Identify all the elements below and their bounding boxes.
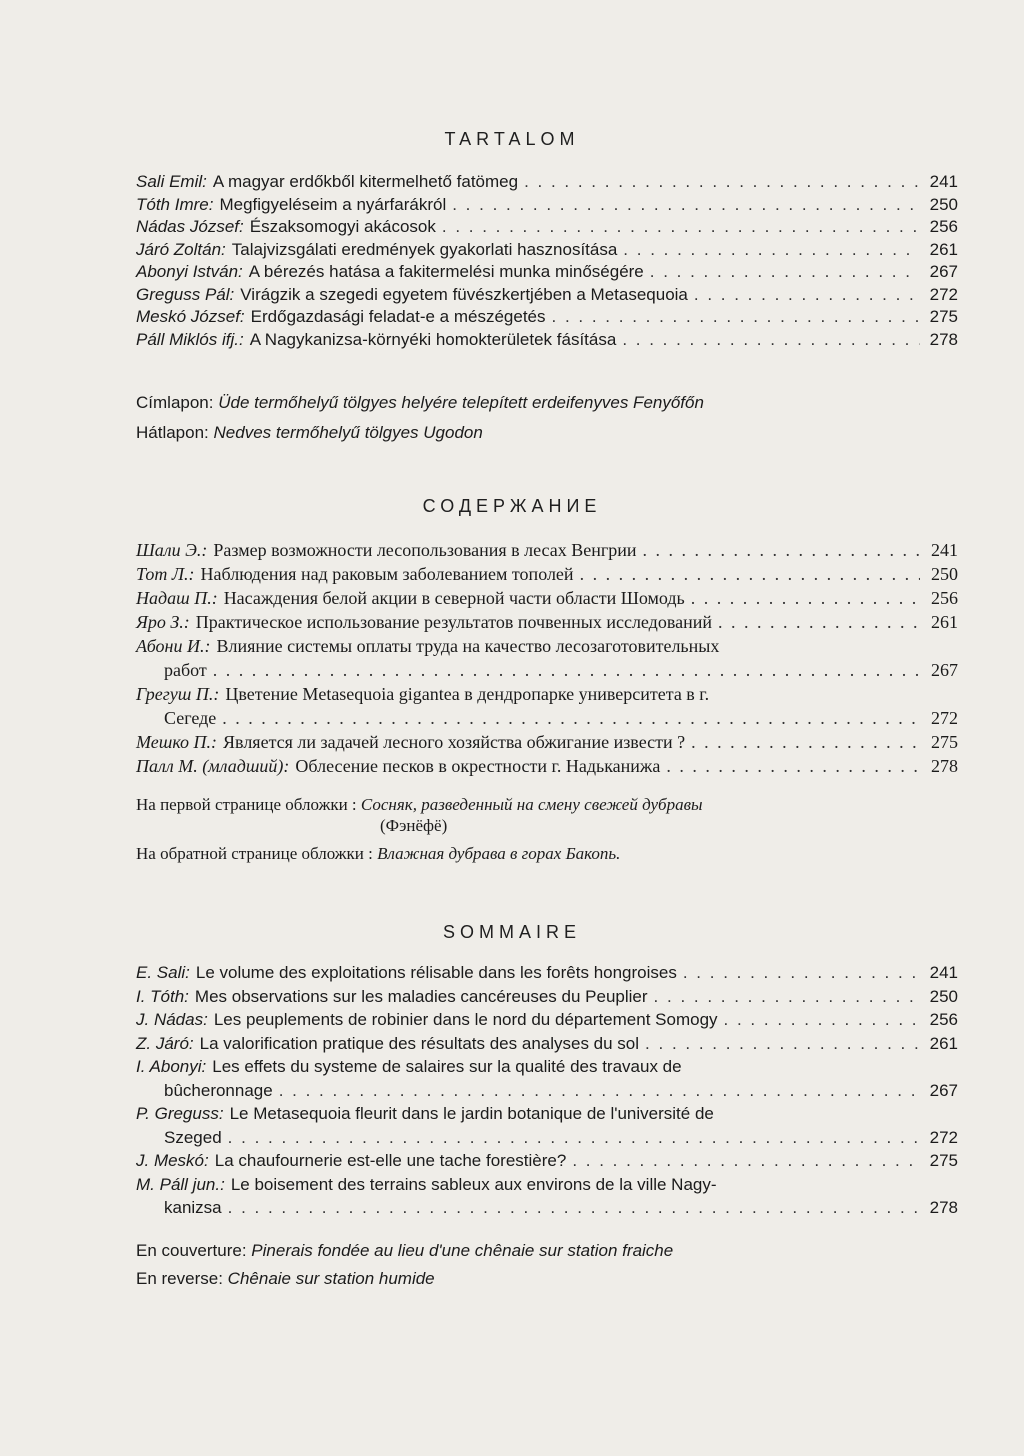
entry-page: 278 <box>929 1198 958 1217</box>
entry-title: Mes observations sur les maladies cancéreuses du Peuplier <box>194 986 648 1006</box>
entry-page: 275 <box>929 1151 958 1170</box>
entry-author: Abonyi István: <box>136 262 243 281</box>
toc-entry <box>136 1034 958 1058</box>
leader-dots <box>666 756 920 777</box>
entry-author: Абони И.: <box>136 636 211 656</box>
toc-entry <box>136 1057 958 1081</box>
entry-title: Talajvizsgálati eredmények gyakorlati hasznosítása <box>231 239 618 259</box>
entry-page: 272 <box>931 708 958 728</box>
toc-entry <box>136 612 958 636</box>
toc-entry <box>136 756 958 780</box>
leader-dots <box>650 262 920 282</box>
toc-french <box>136 963 958 1222</box>
heading-french: SOMMAIRE <box>442 922 581 942</box>
toc-entry <box>136 636 958 660</box>
leader-dots <box>228 1198 920 1218</box>
entry-author: Грегуш П.: <box>136 684 220 704</box>
heading-hungarian: TARTALOM <box>444 129 580 149</box>
cover-front-place <box>380 816 447 836</box>
cover-front-caption: Pinerais fondée au lieu d'une chênaie sur station fraiche <box>251 1241 674 1260</box>
toc-entry <box>136 262 958 285</box>
leader-dots <box>622 330 920 350</box>
cover-front-label: Címlapon: <box>136 393 214 412</box>
entry-title: Наблюдения над раковым заболеванием тополей <box>200 564 574 584</box>
entry-page: 261 <box>931 612 958 632</box>
cover-front-line <box>136 795 702 815</box>
heading-russian: СОДЕРЖАНИЕ <box>422 496 602 516</box>
toc-hungarian <box>136 172 958 352</box>
cover-back-label: На обратной странице обложки : <box>136 844 373 863</box>
toc-entry-continuation <box>136 1081 958 1105</box>
entry-author: J. Meskó: <box>136 1151 209 1170</box>
entry-title: Влияние системы оплаты труда на качество лесозаготовительных <box>216 636 720 656</box>
entry-title: Északsomogyi akácosok <box>249 217 436 236</box>
leader-dots <box>718 612 920 633</box>
toc-entry <box>136 1104 958 1128</box>
leader-dots <box>683 963 920 983</box>
entry-page: 267 <box>931 660 958 680</box>
toc-entry <box>136 732 958 756</box>
cover-front-caption-place: (Фэнёфё) <box>380 816 448 835</box>
entry-title-continued: работ <box>164 660 207 680</box>
entry-page: 241 <box>931 540 958 560</box>
toc-entry <box>136 195 958 218</box>
entry-author: M. Páll jun.: <box>136 1174 225 1194</box>
leader-dots <box>279 1081 920 1101</box>
leader-dots <box>580 564 920 585</box>
entry-title: Практическое использование результатов почвенных исследований <box>195 612 712 632</box>
leader-dots <box>572 1151 920 1171</box>
entry-title: Les effets du systeme de salaires sur la qualité des travaux de <box>212 1057 682 1076</box>
toc-entry <box>136 1151 958 1175</box>
toc-entry <box>136 588 958 612</box>
entry-title-continued: Szeged <box>164 1127 222 1147</box>
entry-title: Virágzik a szegedi egyetem füvészkertjében a Metasequoia <box>240 284 688 304</box>
cover-back-caption: Влажная дубрава в горах Бакопь. <box>377 844 621 863</box>
entry-author: Páll Miklós ifj.: <box>136 329 244 349</box>
entry-title-continued: bûcheronnage <box>164 1080 273 1100</box>
entry-author: P. Greguss: <box>136 1104 224 1123</box>
leader-dots <box>691 588 920 609</box>
entry-title-continued: kanizsa <box>164 1198 222 1217</box>
entry-author: Тот Л.: <box>136 564 195 584</box>
toc-entry <box>136 217 958 240</box>
entry-page: 278 <box>929 329 958 349</box>
entry-page: 275 <box>931 732 958 752</box>
entry-author: Палл М. (младший): <box>136 756 290 776</box>
entry-title: Цветение Metasequoia gigantea в дендропарке университета в г. <box>225 684 710 704</box>
toc-entry-continuation <box>136 1128 958 1152</box>
entry-author: Шали Э.: <box>136 540 208 560</box>
leader-dots <box>524 172 920 192</box>
entry-author: Sali Emil: <box>136 172 207 191</box>
leader-dots <box>694 285 920 305</box>
entry-page: 272 <box>929 284 958 304</box>
cover-back-caption: Chênaie sur station humide <box>227 1269 435 1288</box>
entry-page: 241 <box>929 963 958 982</box>
toc-entry <box>136 172 958 195</box>
entry-title: Le volume des exploitations rélisable dans les forêts hongroises <box>195 963 677 982</box>
toc-entry-continuation <box>136 660 958 684</box>
entry-author: Яро З.: <box>136 612 190 632</box>
entry-title: Является ли задачей лесного хозяйства обжигание извести ? <box>223 732 686 752</box>
entry-author: Járó Zoltán: <box>136 239 226 259</box>
cover-back-label: En reverse: <box>136 1269 223 1288</box>
toc-entry <box>136 987 958 1011</box>
entry-page: 278 <box>931 756 958 776</box>
entry-page: 261 <box>929 1033 958 1053</box>
toc-entry <box>136 963 958 987</box>
toc-entry <box>136 1175 958 1199</box>
leader-dots <box>228 1128 920 1148</box>
entry-page: 250 <box>931 564 958 584</box>
cover-back-caption: Nedves termőhelyű tölgyes Ugodon <box>213 423 483 442</box>
entry-title: La chaufournerie est-elle une tache forestière? <box>214 1151 567 1170</box>
leader-dots <box>623 240 920 260</box>
entry-author: Nádas József: <box>136 217 244 236</box>
cover-front-caption: Сосняк, разведенный на смену свежей дубравы <box>360 795 703 814</box>
entry-author: Meskó József: <box>136 307 245 326</box>
leader-dots <box>724 1010 920 1030</box>
leader-dots <box>691 732 920 753</box>
entry-page: 261 <box>929 239 958 259</box>
leader-dots <box>654 987 920 1007</box>
entry-page: 250 <box>929 194 958 214</box>
entry-title: Облесение песков в окрестности г. Надьканижа <box>295 756 661 776</box>
entry-title: Les peuplements de robinier dans le nord du département Somogy <box>213 1010 718 1029</box>
entry-author: E. Sali: <box>136 963 190 982</box>
entry-title: Megfigyeléseim a nyárfarákról <box>219 194 447 214</box>
entry-title: La valorification pratique des résultats des analyses du sol <box>199 1033 640 1053</box>
cover-front-line <box>136 393 704 413</box>
entry-author: Надаш П.: <box>136 588 218 608</box>
entry-page: 272 <box>929 1127 958 1147</box>
toc-entry <box>136 540 958 564</box>
cover-back-line <box>136 423 483 443</box>
toc-entry <box>136 330 958 353</box>
entry-page: 250 <box>929 986 958 1006</box>
cover-front-label: En couverture: <box>136 1241 247 1260</box>
entry-title: A magyar erdőkből kitermelhető fatömeg <box>212 172 519 191</box>
toc-entry <box>136 564 958 588</box>
toc-russian <box>136 540 958 780</box>
cover-front-caption: Üde termőhelyű tölgyes helyére telepített erdeifenyves Fenyőfőn <box>218 393 704 412</box>
entry-author: Z. Járó: <box>136 1033 194 1053</box>
entry-page: 256 <box>929 1010 958 1029</box>
entry-author: Мешко П.: <box>136 732 218 752</box>
cover-back-line <box>136 844 620 864</box>
cover-back-label: Hátlapon: <box>136 423 209 442</box>
toc-entry-continuation <box>136 708 958 732</box>
toc-entry <box>136 285 958 308</box>
entry-title: Le Metasequoia fleurit dans le jardin botanique de l'université de <box>229 1104 714 1123</box>
leader-dots <box>442 217 920 237</box>
entry-title: Насаждения белой акции в северной части области Шомодь <box>223 588 685 608</box>
leader-dots <box>643 540 920 561</box>
entry-title: A Nagykanizsa-környéki homokterületek fásítása <box>249 329 617 349</box>
leader-dots <box>645 1034 920 1054</box>
leader-dots <box>213 660 920 681</box>
leader-dots <box>222 708 920 729</box>
entry-title: Размер возможности лесопользования в лесах Венгрии <box>213 540 637 560</box>
cover-front-line <box>136 1241 673 1261</box>
entry-page: 267 <box>929 1080 958 1100</box>
entry-author: I. Abonyi: <box>136 1057 207 1076</box>
entry-title-continued: Сегеде <box>164 708 217 728</box>
leader-dots <box>452 195 920 215</box>
leader-dots <box>552 307 920 327</box>
entry-page: 267 <box>929 262 958 281</box>
entry-title: Erdőgazdasági feladat-e a mészégetés <box>250 307 546 326</box>
entry-author: I. Tóth: <box>136 986 189 1006</box>
toc-entry <box>136 684 958 708</box>
cover-front-label: На первой странице обложки : <box>136 795 357 814</box>
toc-entry <box>136 240 958 263</box>
toc-entry <box>136 1010 958 1034</box>
cover-back-line <box>136 1269 435 1289</box>
toc-entry <box>136 307 958 330</box>
entry-author: Tóth Imre: <box>136 194 214 214</box>
entry-author: Greguss Pál: <box>136 284 235 304</box>
entry-page: 275 <box>929 307 958 326</box>
entry-page: 256 <box>929 217 958 236</box>
entry-page: 241 <box>929 172 958 191</box>
toc-entry-continuation <box>136 1198 958 1222</box>
entry-title: A bérezés hatása a fakitermelési munka minőségére <box>248 262 644 281</box>
entry-author: J. Nádas: <box>136 1010 208 1029</box>
entry-page: 256 <box>931 588 958 608</box>
entry-title: Le boisement des terrains sableux aux environs de la ville Nagy- <box>230 1174 717 1194</box>
